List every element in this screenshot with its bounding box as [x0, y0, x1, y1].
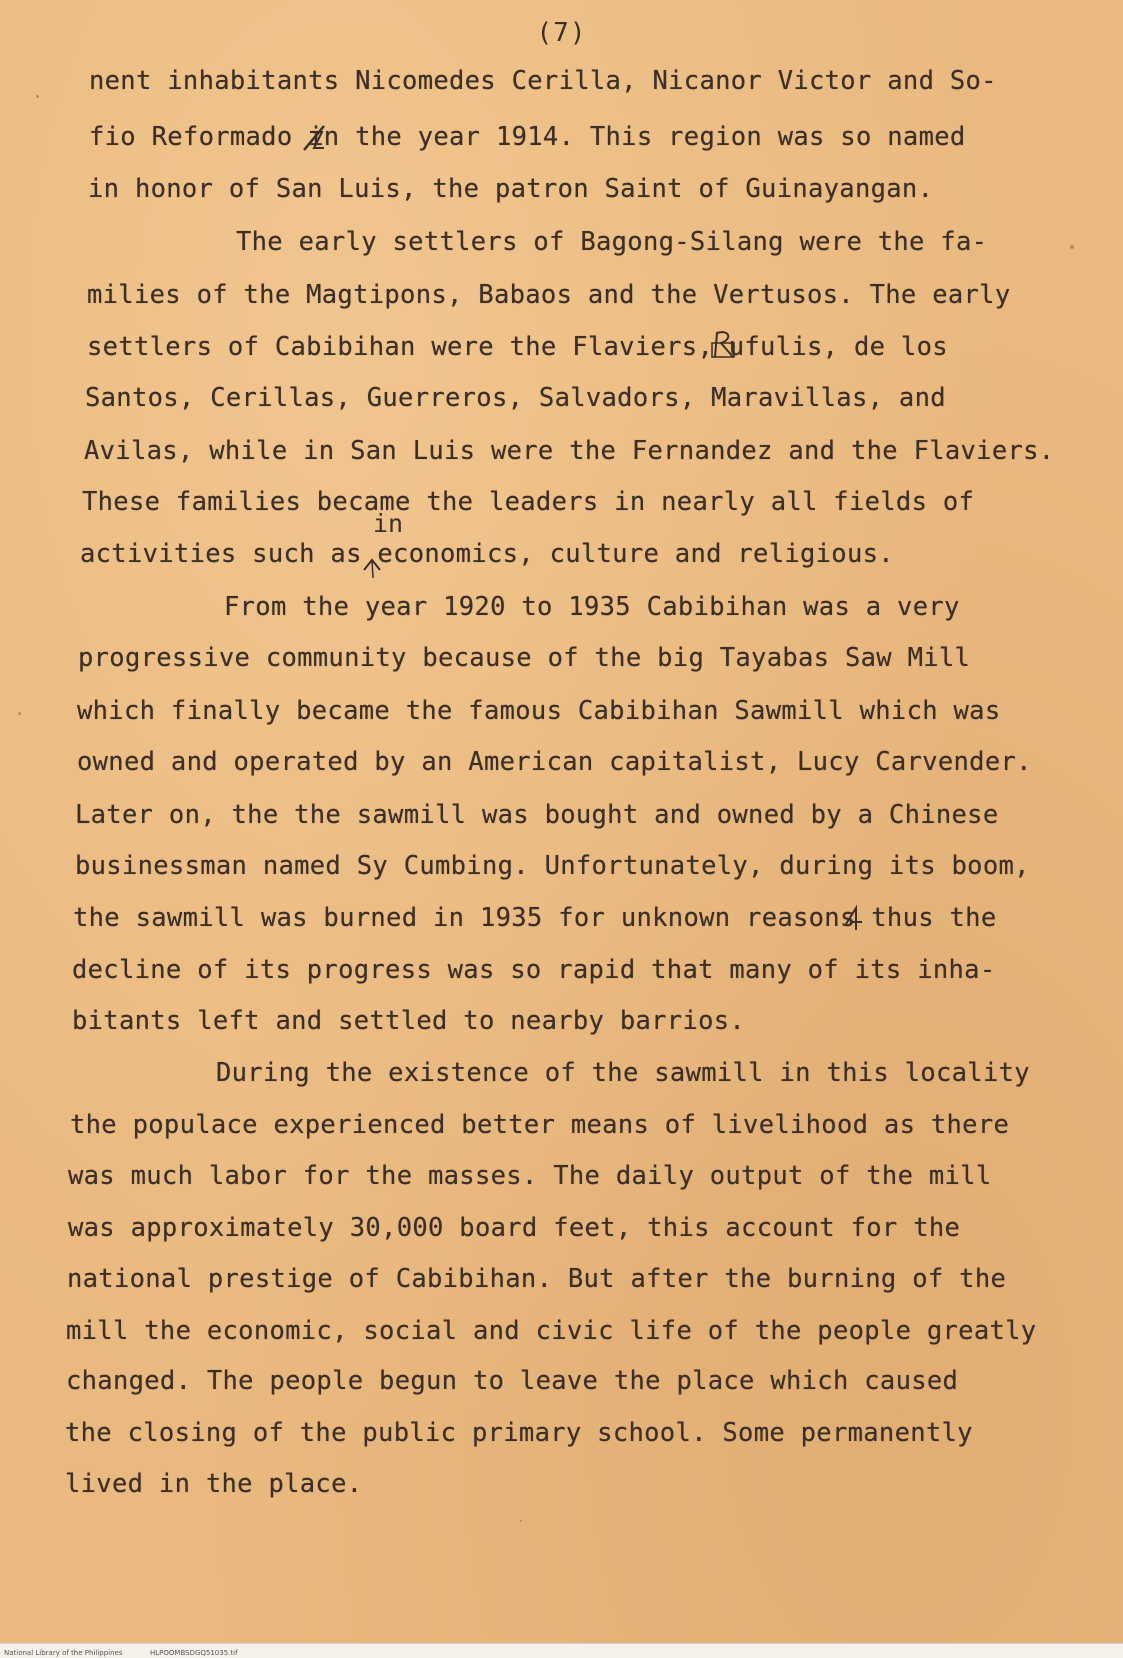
text-line-10: activities such as economics, culture and religious.	[80, 539, 894, 569]
text-line-22: was much labor for the masses. The daily output of the mill	[68, 1161, 992, 1191]
text-line-14: owned and operated by an American capitalist, Lucy Carvender.	[77, 747, 1032, 777]
text-line-17: the sawmill was burned in 1935 for unknown reasons thus the	[73, 903, 997, 933]
paper-speck	[520, 1520, 522, 1522]
footer-library: National Library of the Philippines	[4, 1649, 123, 1657]
paper-speck	[1070, 245, 1074, 249]
text-line-21: the populace experienced better means of livelihood as there	[70, 1110, 1010, 1140]
text-line-24: national prestige of Cabibihan. But after the burning of the	[67, 1264, 1007, 1294]
text-line-11: From the year 1920 to 1935 Cabibihan was a very	[224, 592, 960, 622]
text-line-28: lived in the place.	[65, 1469, 363, 1499]
text-line-15: Later on, the the sawmill was bought and owned by a Chinese	[75, 800, 999, 830]
text-line-13: which finally became the famous Cabibihan Sawmill which was	[77, 696, 1001, 726]
footer-filename: HLPOOMBSDGQ51035.tif	[150, 1649, 238, 1657]
text-line-7: Santos, Cerillas, Guerreros, Salvadors, Maravillas, and	[85, 383, 946, 413]
strikeout-mark	[300, 122, 330, 156]
text-line-9: These families became the leaders in nearly all fields of	[82, 487, 975, 517]
text-line-25: mill the economic, social and civic life of the people greatly	[66, 1316, 1037, 1346]
text-line-8: Avilas, while in San Luis were the Fernandez and the Flaviers.	[84, 436, 1055, 466]
text-line-3: in honor of San Luis, the patron Saint of Guinayangan.	[88, 174, 934, 204]
text-line-1: nent inhabitants Nicomedes Cerilla, Nicanor Victor and So-	[89, 66, 997, 96]
text-line-2: fio Reformado in the year 1914. This region was so named	[89, 122, 966, 152]
text-line-23: was approximately 30,000 board feet, this account for the	[68, 1213, 961, 1243]
text-line-18: decline of its progress was so rapid that many of its inha-	[72, 955, 996, 985]
overtype-mark	[840, 900, 870, 934]
text-line-27: the closing of the public primary school. Some permanently	[65, 1418, 973, 1448]
scan-footer	[0, 1643, 1123, 1658]
handwritten-correction-mark	[709, 327, 739, 361]
paper-speck	[18, 712, 21, 715]
page-number: (7)	[536, 18, 587, 48]
text-line-19: bitants left and settled to nearby barrios.	[72, 1006, 746, 1036]
handwritten-insertion: in	[373, 509, 404, 538]
text-line-16: businessman named Sy Cumbing. Unfortunately, during its boom,	[75, 851, 1030, 881]
text-line-6: settlers of Cabibihan were the Flaviers, ufulis, de los	[87, 332, 948, 362]
text-line-12: progressive community because of the big Tayabas Saw Mill	[78, 643, 971, 673]
caret-insertion-mark	[362, 556, 382, 582]
text-line-4: The early settlers of Bagong-Silang were the fa-	[236, 227, 988, 257]
text-line-5: milies of the Magtipons, Babaos and the Vertusos. The early	[87, 280, 1011, 310]
text-line-20: During the existence of the sawmill in this locality	[216, 1058, 1030, 1088]
text-line-26: changed. The people begun to leave the place which caused	[66, 1366, 959, 1396]
paper-speck	[36, 95, 39, 98]
